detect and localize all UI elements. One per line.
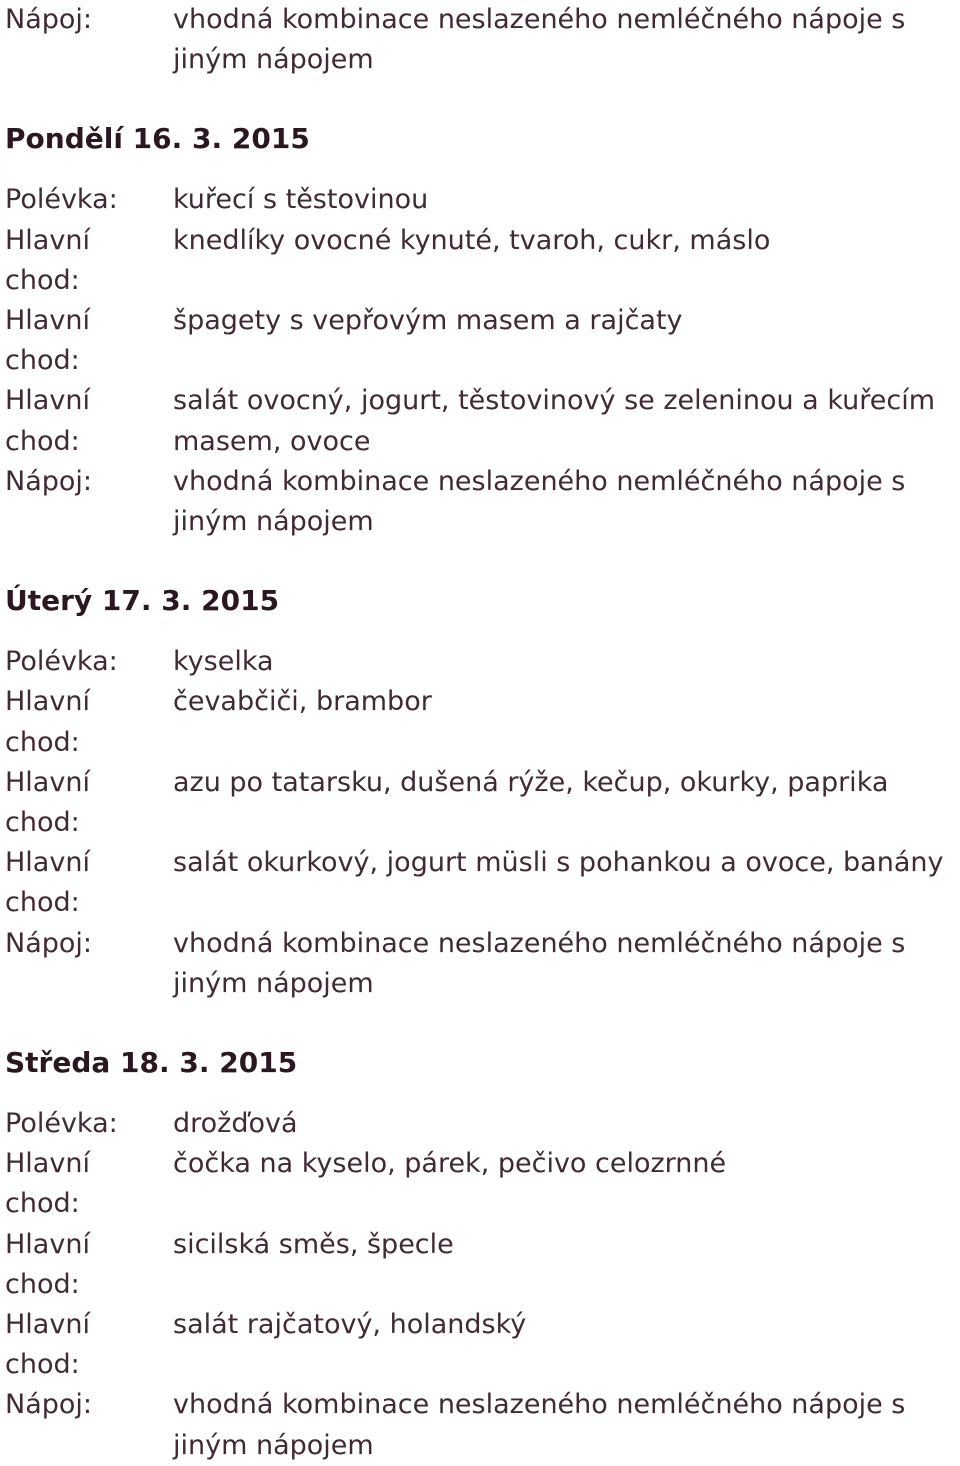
meal-row (0, 301, 960, 381)
row-label: Polévka: (5, 646, 118, 678)
row-value: vhodná kombinace neslazeného nemléčného nápoje s jiným nápojem (173, 927, 906, 999)
row-label: Hlavní chod: (5, 766, 90, 839)
day-title: Úterý 17. 3. 2015 (5, 584, 280, 618)
row-value: špagety s vepřovým masem a rajčaty (173, 305, 683, 337)
meal-row (0, 843, 960, 923)
drink-row (0, 462, 960, 542)
row-label: Polévka: (5, 1108, 118, 1140)
meal-row (0, 642, 960, 682)
drink-row (0, 1385, 960, 1465)
drink-row (0, 924, 960, 1004)
row-value: kyselka (173, 646, 274, 678)
row-value: čočka na kyselo, párek, pečivo celozrnné (173, 1148, 727, 1180)
meal-row (0, 763, 960, 843)
day-title: Středa 18. 3. 2015 (5, 1046, 298, 1080)
row-label: Nápoj: (5, 465, 92, 497)
meal-row (0, 1104, 960, 1144)
meal-row (0, 682, 960, 762)
row-value: sicilská směs, špecle (173, 1228, 454, 1260)
row-label: Hlavní chod: (5, 224, 90, 296)
row-value: azu po tatarsku, dušená rýže, kečup, okurky, paprika (173, 766, 889, 798)
meal-row (0, 1305, 960, 1385)
row-label: Hlavní chod: (5, 1148, 90, 1220)
row-label: Hlavní chod: (5, 1309, 90, 1381)
row-label: Nápoj: (5, 927, 92, 959)
row-label: Hlavní chod: (5, 1228, 90, 1300)
row-value: salát okurkový, jogurt müsli s pohankou a ovoce, banány (173, 847, 944, 879)
meal-row (0, 180, 960, 220)
row-value: salát rajčatový, holandský (173, 1309, 527, 1341)
row-value: kuřecí s těstovinou (173, 184, 429, 216)
row-value: salát ovocný, jogurt, těstovinový se zeleninou a kuřecím masem, ovoce (173, 385, 935, 457)
meal-row (0, 381, 960, 461)
day-section-wednesday (0, 1043, 960, 1466)
row-value: vhodná kombinace neslazeného nemléčného nápoje s jiným nápojem (173, 1389, 906, 1461)
row-label: Hlavní chod: (5, 305, 90, 377)
intro-drink-row (0, 0, 960, 80)
row-value: vhodná kombinace neslazeného nemléčného nápoje s jiným nápojem (173, 465, 906, 538)
row-label: Polévka: (5, 184, 118, 216)
day-section-tuesday (0, 581, 960, 1004)
row-label: Hlavní chod: (5, 686, 90, 758)
row-label: Hlavní chod: (5, 847, 90, 919)
row-label: Nápoj: (5, 4, 92, 35)
day-title: Pondělí 16. 3. 2015 (5, 122, 310, 156)
meal-row (0, 221, 960, 301)
row-label: Hlavní chod: (5, 385, 90, 457)
row-value: čevabčiči, brambor (173, 686, 432, 718)
meal-row (0, 1225, 960, 1305)
day-section-monday (0, 119, 960, 542)
row-value: drožďová (173, 1108, 298, 1140)
meal-row (0, 1144, 960, 1224)
row-value: vhodná kombinace neslazeného nemléčného nápoje s jiným nápojem (173, 4, 906, 76)
row-value: knedlíky ovocné kynuté, tvaroh, cukr, máslo (173, 224, 771, 256)
row-label: Nápoj: (5, 1389, 92, 1421)
